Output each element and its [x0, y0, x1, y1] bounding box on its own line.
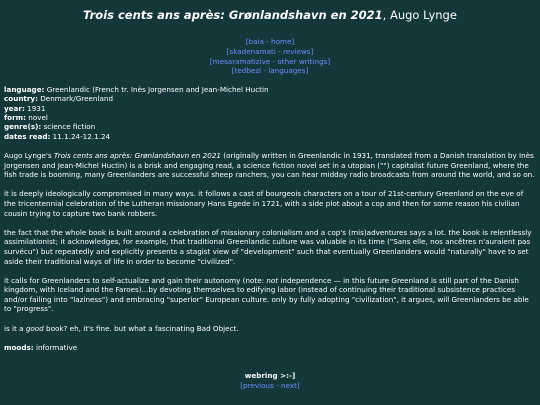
meta-genre: [4, 122, 536, 131]
meta-genre-value: science fiction: [41, 122, 96, 132]
book-title: Trois cents ans après: Grønlandshavn en 2021: [83, 8, 383, 22]
meta-dates-value: 11.1.24-12.1.24: [50, 131, 111, 141]
meta-form: [4, 113, 536, 122]
moods-value: informative: [33, 342, 78, 352]
meta-dates: [4, 132, 536, 141]
meta-year: [4, 104, 536, 113]
review-p1-text: Augo Lynge's: [4, 150, 54, 160]
meta-year-value: 1931: [24, 103, 46, 113]
review-p4-emphasis: not: [266, 275, 279, 285]
nav-item-writings: [mesaramatizive - other writings]: [209, 56, 331, 66]
nav-item-home: [baia - home]: [245, 37, 295, 46]
webring-links: [previous - next]: [240, 381, 300, 391]
review-p5-emphasis: good: [25, 323, 44, 333]
review-p5-text-cont: book? eh, it's fine. but what a fascinating Bad Object.: [43, 323, 239, 333]
webring-separator: -: [273, 381, 281, 391]
meta-form-label: form:: [4, 113, 26, 123]
webring-next-link[interactable]: next: [280, 381, 297, 391]
page-title: [4, 0, 536, 29]
meta-language: [4, 85, 536, 94]
nav-link-home[interactable]: baia - home: [248, 37, 292, 46]
review-p1-book-title: Trois cents ans après: Grønlandshavn en 2021: [53, 150, 221, 160]
webring: [4, 371, 536, 390]
review-p4-text: it calls for Greenlanders to self-actualize and gain their autonomy (note:: [4, 275, 267, 285]
meta-country-value: Denmark/Greenland: [37, 94, 114, 104]
review-paragraph-2: it is deeply ideologically compromised in many ways. it follows a cast of bourgeois characters on a tour of 21st-century Greenland on the eve of the tricentennial celebration of the Lutheran missionary Hans Egede in 1721, with a side plot about a cop and then for some reason his civilian cousin trying to capture two bank robbers.: [4, 189, 524, 218]
site-nav: [4, 37, 536, 76]
nav-item-reviews: [skadenamati - reviews]: [226, 46, 314, 56]
meta-year-label: year:: [4, 103, 25, 113]
meta-country-label: country:: [4, 94, 38, 104]
author-name: , Augo Lynge: [382, 8, 457, 22]
meta-genre-label: genre(s):: [4, 122, 42, 132]
review-paragraph-3: the fact that the whole book is built around a celebration of missionary colonialism and a cop's (mis)adventures says a lot. the book is relentlessly assimilationist; it acknowledges, for example, that traditional Greenlandic culture was valuable in its time ("Sans elle, nos ancêtres n'auraient pas survécu") but repeatedly and explicitly presents a stagist view of "development" such that eventually Greenlanders would "naturally" have to set aside their traditional ways of life in order to become "civilized".: [4, 227, 532, 266]
nav-link-reviews[interactable]: skadenamati - reviews: [229, 46, 311, 56]
meta-dates-label: dates read:: [4, 131, 51, 141]
review-paragraph-4: [4, 276, 536, 314]
meta-country: [4, 94, 536, 103]
review-p1-text-cont: (originally written in Greenlandic in 1931, translated from a Danish translation by Inès Jorgensen and Jean-Michel Huctin) is a brisk and engaging read, a science fiction novel set in a utopian ("") capitalist future Greenland, where the fish trade is booming, many Greenlanders are successful sheep ranchers, you can hear midday radio broadcasts from around the world, and so on.: [4, 150, 535, 180]
review-paragraph-1: [4, 151, 536, 180]
review-p5-text: is it a: [4, 323, 26, 333]
nav-link-writings[interactable]: mesaramatizive - other writings: [212, 56, 328, 66]
webring-previous-link[interactable]: previous: [243, 381, 274, 391]
webring-title: webring >:-]: [244, 371, 296, 381]
moods-line: [4, 343, 536, 353]
nav-item-languages: [tedbezi - languages]: [231, 66, 309, 76]
book-metadata: [4, 85, 536, 141]
nav-link-languages[interactable]: tedbezi - languages: [234, 66, 306, 76]
moods-label: moods:: [4, 342, 34, 352]
meta-language-label: language:: [4, 85, 45, 95]
meta-form-value: novel: [25, 113, 48, 123]
review-paragraph-5: [4, 324, 536, 334]
review-p4-text-cont: independence — in this future Greenland is still part of the Danish kingdom, with Iceland and the Faroes)...by devoting themselves to edifying labor (instead of continuing their traditional subsistence practices and/or failing into "laziness") and embracing "superior" European culture. only by fully adopting "civilization", it argues, will Greenlanders be able to "progress".: [4, 275, 529, 314]
meta-language-value: Greenlandic (French tr. Inès Jorgensen and Jean-Michel Huctin: [44, 85, 269, 95]
